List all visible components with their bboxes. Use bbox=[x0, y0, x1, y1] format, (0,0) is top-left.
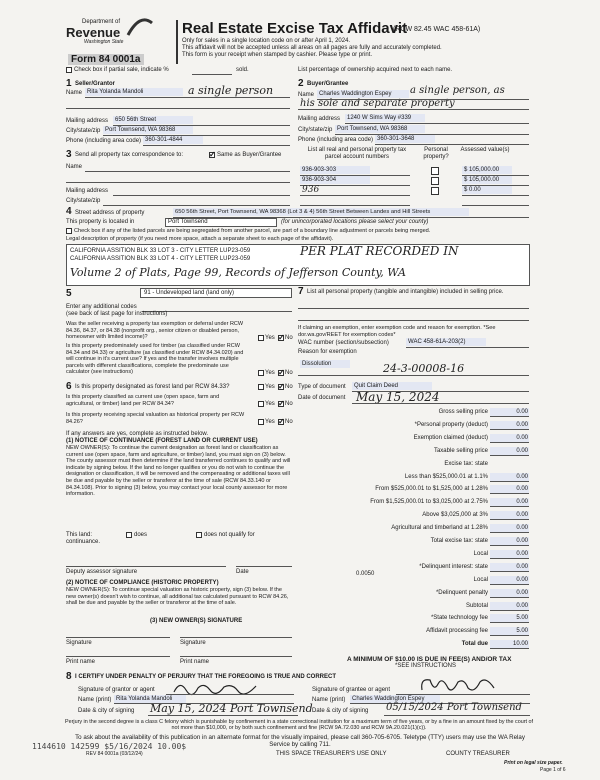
tax-line-value[interactable]: 0.00 bbox=[516, 421, 528, 428]
buyer-city[interactable]: Port Townsend, WA 98368 bbox=[337, 126, 408, 132]
swoosh-icon bbox=[126, 17, 154, 39]
q-timber: Is this property predominately used for timber (as classified under RCW 84.34 and 84.33) or agriculture (as classified under RCW 84.34.020) and will continue in it's current use? If yes and the transfer involves multiple parcels with different classifications, complete the predominate use calculator (see instructions) bbox=[66, 343, 244, 375]
current-no-checkbox[interactable] bbox=[278, 401, 284, 407]
legal-handwritten-1: PER PLAT RECORDED IN bbox=[300, 244, 459, 258]
notice2-body: NEW OWNER(S): To continue special valuation as historic property, sign (3) below. If the new owner(s) doesn't wish to continue, all additional tax calculated pursuant to RCW 84.26, shall be due and payable by the seller or transferor at the time of sale. bbox=[66, 587, 289, 607]
personal-property-checkbox-3[interactable] bbox=[431, 187, 439, 195]
section-4-number: 4 bbox=[66, 206, 72, 217]
historic-no-label: No bbox=[285, 419, 293, 425]
does-label: does bbox=[134, 532, 148, 538]
grantee-date-city[interactable]: 05/15/2024 Port Townsend bbox=[386, 702, 522, 713]
additional-codes-label: Enter any additional codes bbox=[66, 304, 137, 310]
tax-line-label: Gross selling price bbox=[438, 409, 488, 415]
subtitle-1: Only for sales in a single location code on or after April 1, 2024. bbox=[182, 38, 351, 44]
tax-line-value[interactable]: 0.00 bbox=[516, 447, 528, 454]
treasurer-use-label: THIS SPACE TREASURER'S USE ONLY bbox=[276, 751, 387, 757]
parcel-row-2[interactable]: 936-903-304 bbox=[302, 177, 337, 183]
seller-city-label: City/state/zip bbox=[66, 128, 101, 134]
buyer-heading: Buyer/Grantee bbox=[307, 81, 349, 87]
dept-line2: Revenue bbox=[66, 25, 121, 40]
doc-type-value[interactable]: Quit Claim Deed bbox=[354, 383, 399, 389]
tax-line-label: From $525,000.01 to $1,525,000 at 1.28% bbox=[375, 486, 488, 493]
timber-no-checkbox[interactable] bbox=[278, 370, 284, 376]
section-3-number: 3 bbox=[66, 149, 72, 160]
section-1-number: 1 bbox=[66, 78, 72, 89]
tax-line-value[interactable]: 5.00 bbox=[516, 615, 528, 622]
exemption-yes-checkbox[interactable] bbox=[258, 335, 264, 341]
tax-line-label: Total excise tax: state bbox=[430, 538, 488, 544]
q-current-use: Is this property classified as current use (open space, farm and agricultural, or timber) land per RCW 84.34? bbox=[66, 394, 220, 407]
any-yes-label: If any answers are yes, complete as instructed below. bbox=[66, 431, 209, 437]
tax-line-value[interactable]: 0.00 bbox=[516, 525, 528, 532]
local-rate: 0.0050 bbox=[356, 571, 375, 577]
form-title: Real Estate Excise Tax Affidavit bbox=[182, 20, 408, 37]
tax-line-label: Subtotal bbox=[465, 602, 488, 609]
grantor-name[interactable]: Rita Yolanda Mandoli bbox=[116, 696, 173, 702]
dept-line3: Washington State bbox=[84, 39, 124, 45]
continuance-label: continuance. bbox=[66, 539, 101, 545]
buyer-mailing[interactable]: 1240 W Sims Way #339 bbox=[347, 115, 412, 121]
historic-no-checkbox[interactable] bbox=[278, 419, 284, 425]
corr-name-label: Name bbox=[66, 164, 83, 170]
tax-line-value[interactable]: 0.00 bbox=[516, 563, 528, 570]
q-forest: Is this property designated as forest land per RCW 84.33? bbox=[75, 384, 230, 390]
seller-heading: Seller/Grantor bbox=[75, 81, 116, 87]
seller-phone[interactable]: 360-301-4844 bbox=[145, 137, 183, 143]
notice1-body: NEW OWNER(S): To continue the current designation as forest land or classification as current use (open space, farm and agriculture, or timber) land, you must sign on (3) below. The county assessor must then determine if the land transferred continues to qualify and will indicate by signing below. If the land no longer qualifies or you do not wish to continue the designation or classification, it will be removed and the compensating or additional taxes will be due and payable by the seller or transferor at the time of sale (RCW 84.33.140 or 84.34.108). Prior to signing (3) below, you may contact your local county assessor for more information. bbox=[66, 445, 291, 498]
grantor-date-label: Date & city of signing bbox=[78, 708, 135, 714]
certify-statement: I CERTIFY UNDER PENALTY OF PERJURY THAT THE FOREGOING IS TRUE AND CORRECT bbox=[75, 674, 337, 680]
buyer-name-note2: his sole and separate property bbox=[300, 98, 455, 109]
tax-line-value[interactable]: 10.00 bbox=[512, 641, 528, 648]
street-label: Street address of property bbox=[75, 210, 145, 216]
claiming-label: If claiming an exemption, enter exemption code and reason for exemption. *See dor.wa.gov/REET for exemption codes* bbox=[298, 325, 496, 338]
section7-heading: List all personal property (tangible and intangible) included in selling price. bbox=[307, 289, 504, 295]
tax-line-value[interactable]: 0.00 bbox=[516, 499, 528, 506]
forest-yes-checkbox[interactable] bbox=[258, 384, 264, 390]
partial-sale-checkbox[interactable] bbox=[66, 67, 72, 73]
doc-date-value[interactable]: May 15, 2024 bbox=[356, 390, 440, 404]
legal-line-2: CALIFORNIA ASSITION BLK 33 LOT 4 - CITY LETTER LUP23-059 bbox=[70, 256, 251, 262]
section-5-number: 5 bbox=[66, 288, 72, 299]
buyer-city-label: City/state/zip bbox=[298, 127, 333, 133]
grantee-sig-label: Signature of grantee or agent bbox=[312, 687, 391, 693]
wac-value[interactable]: WAC 458-61A-203(2) bbox=[408, 339, 466, 345]
segregated-checkbox[interactable] bbox=[66, 228, 72, 234]
parcel-col1-header: List all real and personal property tax parcel account numbers bbox=[307, 147, 407, 160]
tax-line-label: *Personal property (deduct) bbox=[414, 421, 488, 428]
deputy-sig-label: Deputy assessor signature bbox=[66, 569, 138, 575]
tax-line-value[interactable]: 0.00 bbox=[516, 512, 528, 519]
grantee-name[interactable]: Charles Waddington Espey bbox=[352, 696, 425, 702]
list-pct-label: List percentage of ownership acquired next to each name. bbox=[298, 67, 453, 73]
tax-line-value[interactable]: 0.00 bbox=[516, 538, 528, 544]
tax-line-value[interactable]: 0.00 bbox=[516, 486, 528, 493]
grantor-sig-label: Signature of grantor or agent bbox=[78, 687, 155, 693]
see-back-label: (see back of last page for instructions) bbox=[66, 311, 168, 317]
tax-line-value[interactable]: 0.00 bbox=[516, 434, 528, 441]
tax-line-value[interactable]: 0.00 bbox=[516, 589, 528, 596]
q-exemption: Was the seller receiving a property tax exemption or deferral under RCW 84.36, 84.37, or 84.38 (nonprofit org., senior citizen or disabled person, homeowner with limited income)? bbox=[66, 321, 244, 340]
personal-property-checkbox-1[interactable] bbox=[431, 167, 439, 175]
located-label: This property is located in bbox=[66, 219, 135, 225]
notice1-title: (1) NOTICE OF CONTINUANCE (FOREST LAND OR CURRENT USE) bbox=[66, 438, 258, 444]
reason-value[interactable]: Dissolution bbox=[302, 361, 332, 367]
wac-label: WAC number (section/subsection) bbox=[298, 340, 389, 346]
grantee-signature bbox=[418, 674, 498, 696]
tax-line-label: *Delinquent interest: state bbox=[419, 563, 488, 570]
rev-number: REV 84 0001a (03/12/24) bbox=[86, 751, 143, 757]
sold-label: sold. bbox=[236, 67, 249, 73]
q-historic: Is this property receiving special valuation as historical property per RCW 84.26? bbox=[66, 412, 245, 425]
owner-sig-1-label: Signature bbox=[66, 640, 92, 646]
timber-no-label: No bbox=[285, 370, 293, 376]
tax-line-label: Excise tax: state bbox=[444, 460, 488, 467]
seller-phone-label: Phone (including area code) bbox=[66, 138, 142, 144]
correspondence-heading: Send all property tax correspondence to: bbox=[75, 152, 184, 158]
personal-property-checkbox-2[interactable] bbox=[431, 177, 439, 185]
owner-sig-2-label: Signature bbox=[180, 640, 206, 646]
legal-label: Legal description of property (if you need more space, attach a separate sheet to each page of the affidavit). bbox=[66, 236, 334, 242]
page-number: Page 1 of 6 bbox=[540, 767, 566, 773]
land-use-value: 91 - Undeveloped land (land only) bbox=[144, 290, 235, 296]
tax-line-value[interactable]: 0.00 bbox=[516, 602, 528, 609]
seller-city[interactable]: Port Townsend, WA 98368 bbox=[105, 127, 176, 133]
tax-line-label: Affidavit processing fee bbox=[426, 628, 488, 635]
tax-line-label: Taxable selling price bbox=[433, 447, 488, 454]
exemption-no-checkbox[interactable] bbox=[278, 335, 284, 341]
grantor-date-city[interactable]: May 15, 2024 Port Townsend bbox=[150, 702, 313, 715]
same-as-buyer-label: Same as Buyer/Grantee bbox=[217, 152, 282, 158]
current-no-label: No bbox=[285, 401, 293, 407]
timber-yes-checkbox[interactable] bbox=[258, 370, 264, 376]
tax-line-label: *Delinquent penalty bbox=[435, 589, 488, 596]
grantor-name-label: Name (print) bbox=[78, 697, 112, 703]
parcel-row-1[interactable]: 936-903-303 bbox=[302, 167, 337, 173]
tax-line-value[interactable]: 0.00 bbox=[516, 576, 528, 583]
parcel-col3-header: Assessed value(s) bbox=[460, 147, 510, 153]
legal-paper-note: Print on legal size paper. bbox=[504, 760, 563, 766]
dept-line1: Department of bbox=[82, 19, 121, 25]
parcel-col2-header: Personal property? bbox=[423, 147, 449, 160]
does-not-checkbox[interactable] bbox=[196, 532, 202, 538]
section-8-number: 8 bbox=[66, 671, 72, 682]
seller-name[interactable]: Rita Yolanda Mandoli bbox=[87, 89, 144, 95]
tax-line-label: Local bbox=[473, 576, 488, 583]
timber-yes-label: Yes bbox=[265, 370, 275, 376]
legal-handwritten-2: Volume 2 of Plats, Page 99, Records of Jefferson County, WA bbox=[70, 266, 406, 279]
does-checkbox[interactable] bbox=[126, 532, 132, 538]
notice2-title: (2) NOTICE OF COMPLIANCE (HISTORIC PROPERTY) bbox=[66, 580, 219, 586]
subtitle-3: This form is your receipt when stamped by cashier. Please type or print. bbox=[182, 52, 373, 58]
tax-line-label: Exemption claimed (deduct) bbox=[413, 434, 488, 441]
historic-yes-label: Yes bbox=[265, 419, 275, 425]
same-as-buyer-checkbox[interactable] bbox=[209, 152, 215, 158]
see-instructions: *SEE INSTRUCTIONS bbox=[395, 663, 457, 669]
legal-line-1: CALIFORNIA ASSITION BLK 33 LOT 3 - CITY LETTER LUP23-059 bbox=[70, 248, 251, 254]
historic-yes-checkbox[interactable] bbox=[258, 419, 264, 425]
section-7-number: 7 bbox=[298, 286, 304, 297]
reason-label: Reason for exemption bbox=[298, 349, 357, 355]
perjury-notice: Perjury in the second degree is a class C felony which is punishable by confinement in a state correctional institution for a maximum term of five years, or by a fine in an amount fixed by the court of not more than $10,000, or by both such confinement and fine (RCW 9A.72.030 and RCW 9A.20.021(1)(c)). bbox=[64, 719, 534, 731]
tax-line-value[interactable]: 0.00 bbox=[516, 409, 528, 415]
tax-line-label: Total due bbox=[461, 641, 488, 648]
tax-line-label: From $1,525,000.01 to $3,025,000 at 2.75% bbox=[370, 499, 488, 506]
segregated-label: Check box if any of the listed parcels are being segregated from another parcel, are part of a boundary line adjustment or parcels being merged. bbox=[74, 228, 431, 234]
this-land-label: This land: bbox=[66, 532, 93, 538]
parcel-row-3[interactable]: 936 bbox=[302, 185, 320, 195]
buyer-mailing-label: Mailing address bbox=[298, 116, 341, 122]
owner-print-1-label: Print name bbox=[66, 659, 96, 665]
subtitle-2: This affidavit will not be accepted unless all areas on all pages are fully and accurately completed. bbox=[182, 45, 442, 51]
current-yes-label: Yes bbox=[265, 401, 275, 407]
corr-city-label: City/state/zip bbox=[66, 198, 101, 204]
assessed-value-3[interactable]: $ 0.00 bbox=[464, 187, 481, 193]
tax-line-value[interactable]: 0.00 bbox=[516, 473, 528, 480]
exemption-yes-label: Yes bbox=[265, 335, 275, 341]
seller-mailing-label: Mailing address bbox=[66, 118, 109, 124]
new-owner-sig-label: (3) NEW OWNER(S) SIGNATURE bbox=[150, 618, 243, 624]
section-2-number: 2 bbox=[298, 78, 304, 89]
does-not-label: does not qualify for bbox=[204, 532, 255, 538]
minimum-due: A MINIMUM OF $10.00 IS DUE IN FEE(S) AND/OR TAX bbox=[347, 656, 512, 663]
assessed-value-1[interactable]: $ 105,000.00 bbox=[464, 167, 500, 173]
buyer-phone-label: Phone (including area code) bbox=[298, 137, 374, 143]
exemption-no-label: No bbox=[285, 335, 293, 341]
seller-mailing[interactable]: 650 56th Street bbox=[115, 117, 157, 123]
forest-yes-label: Yes bbox=[265, 384, 275, 390]
county-treasurer-label: COUNTY TREASURER bbox=[446, 751, 510, 757]
doc-type-label: Type of document bbox=[298, 384, 346, 390]
dor-logo bbox=[66, 19, 156, 59]
forest-no-checkbox[interactable] bbox=[278, 384, 284, 390]
seller-name-note: a single person bbox=[188, 84, 274, 97]
deputy-date-label: Date bbox=[236, 569, 249, 575]
alt-format-notice: To ask about the availability of this publication in an alternate format for the visually impaired, please call 360-705-6705. Teletype (TTY) users may use the WA Relay Service by calling 711. bbox=[75, 734, 525, 748]
seller-name-label: Name bbox=[66, 90, 83, 96]
grantee-name-label: Name (print) bbox=[312, 697, 346, 703]
tax-line-value[interactable]: 5.00 bbox=[516, 628, 528, 635]
buyer-name-label: Name bbox=[298, 92, 315, 98]
assessed-value-2[interactable]: $ 105,000.00 bbox=[464, 177, 500, 183]
unincorporated-note: (for unincorporated locations please select your county) bbox=[281, 219, 429, 225]
street-address[interactable]: 650 56th Street, Port Townsend, WA 98368 (Lot 3 & 4) 56th Street Between Landes and Hill Streets bbox=[175, 209, 431, 215]
buyer-phone[interactable]: 360-301-3648 bbox=[377, 136, 415, 142]
owner-print-2-label: Print name bbox=[180, 659, 210, 665]
buyer-name[interactable]: Charles Waddington Espey bbox=[319, 91, 392, 97]
grantee-date-label: Date & city of signing bbox=[312, 708, 369, 714]
partial-sale-label: Check box if partial sale, indicate % bbox=[74, 67, 169, 73]
form-number: Form 84 0001a bbox=[68, 54, 144, 65]
reason-handwritten: 24-3-00008-16 bbox=[383, 362, 465, 375]
tax-line-label: Above $3,025,000 at 3% bbox=[422, 512, 488, 519]
tax-line-label: Agricultural and timberland at 1.28% bbox=[391, 525, 488, 532]
section-6-number: 6 bbox=[66, 381, 72, 392]
tax-line-value[interactable]: 0.00 bbox=[516, 550, 528, 557]
tax-line-label: Less than $525,000.01 at 1.1% bbox=[404, 473, 488, 480]
tax-line-label: *State technology fee bbox=[430, 615, 488, 622]
tax-line-label: Local bbox=[473, 550, 488, 557]
buyer-name-note: a single person, as bbox=[410, 85, 505, 96]
current-yes-checkbox[interactable] bbox=[258, 401, 264, 407]
located-value: Port Townsend bbox=[168, 219, 208, 225]
corr-mailing-label: Mailing address bbox=[66, 188, 109, 194]
doc-date-label: Date of document bbox=[298, 395, 346, 401]
rcw-reference: (RCW 82.45 WAC 458-61A) bbox=[393, 26, 481, 33]
forest-no-label: No bbox=[285, 384, 293, 390]
treasurer-stamp: 1144610 142599 $5/16/2024 10.00$ bbox=[32, 742, 187, 751]
